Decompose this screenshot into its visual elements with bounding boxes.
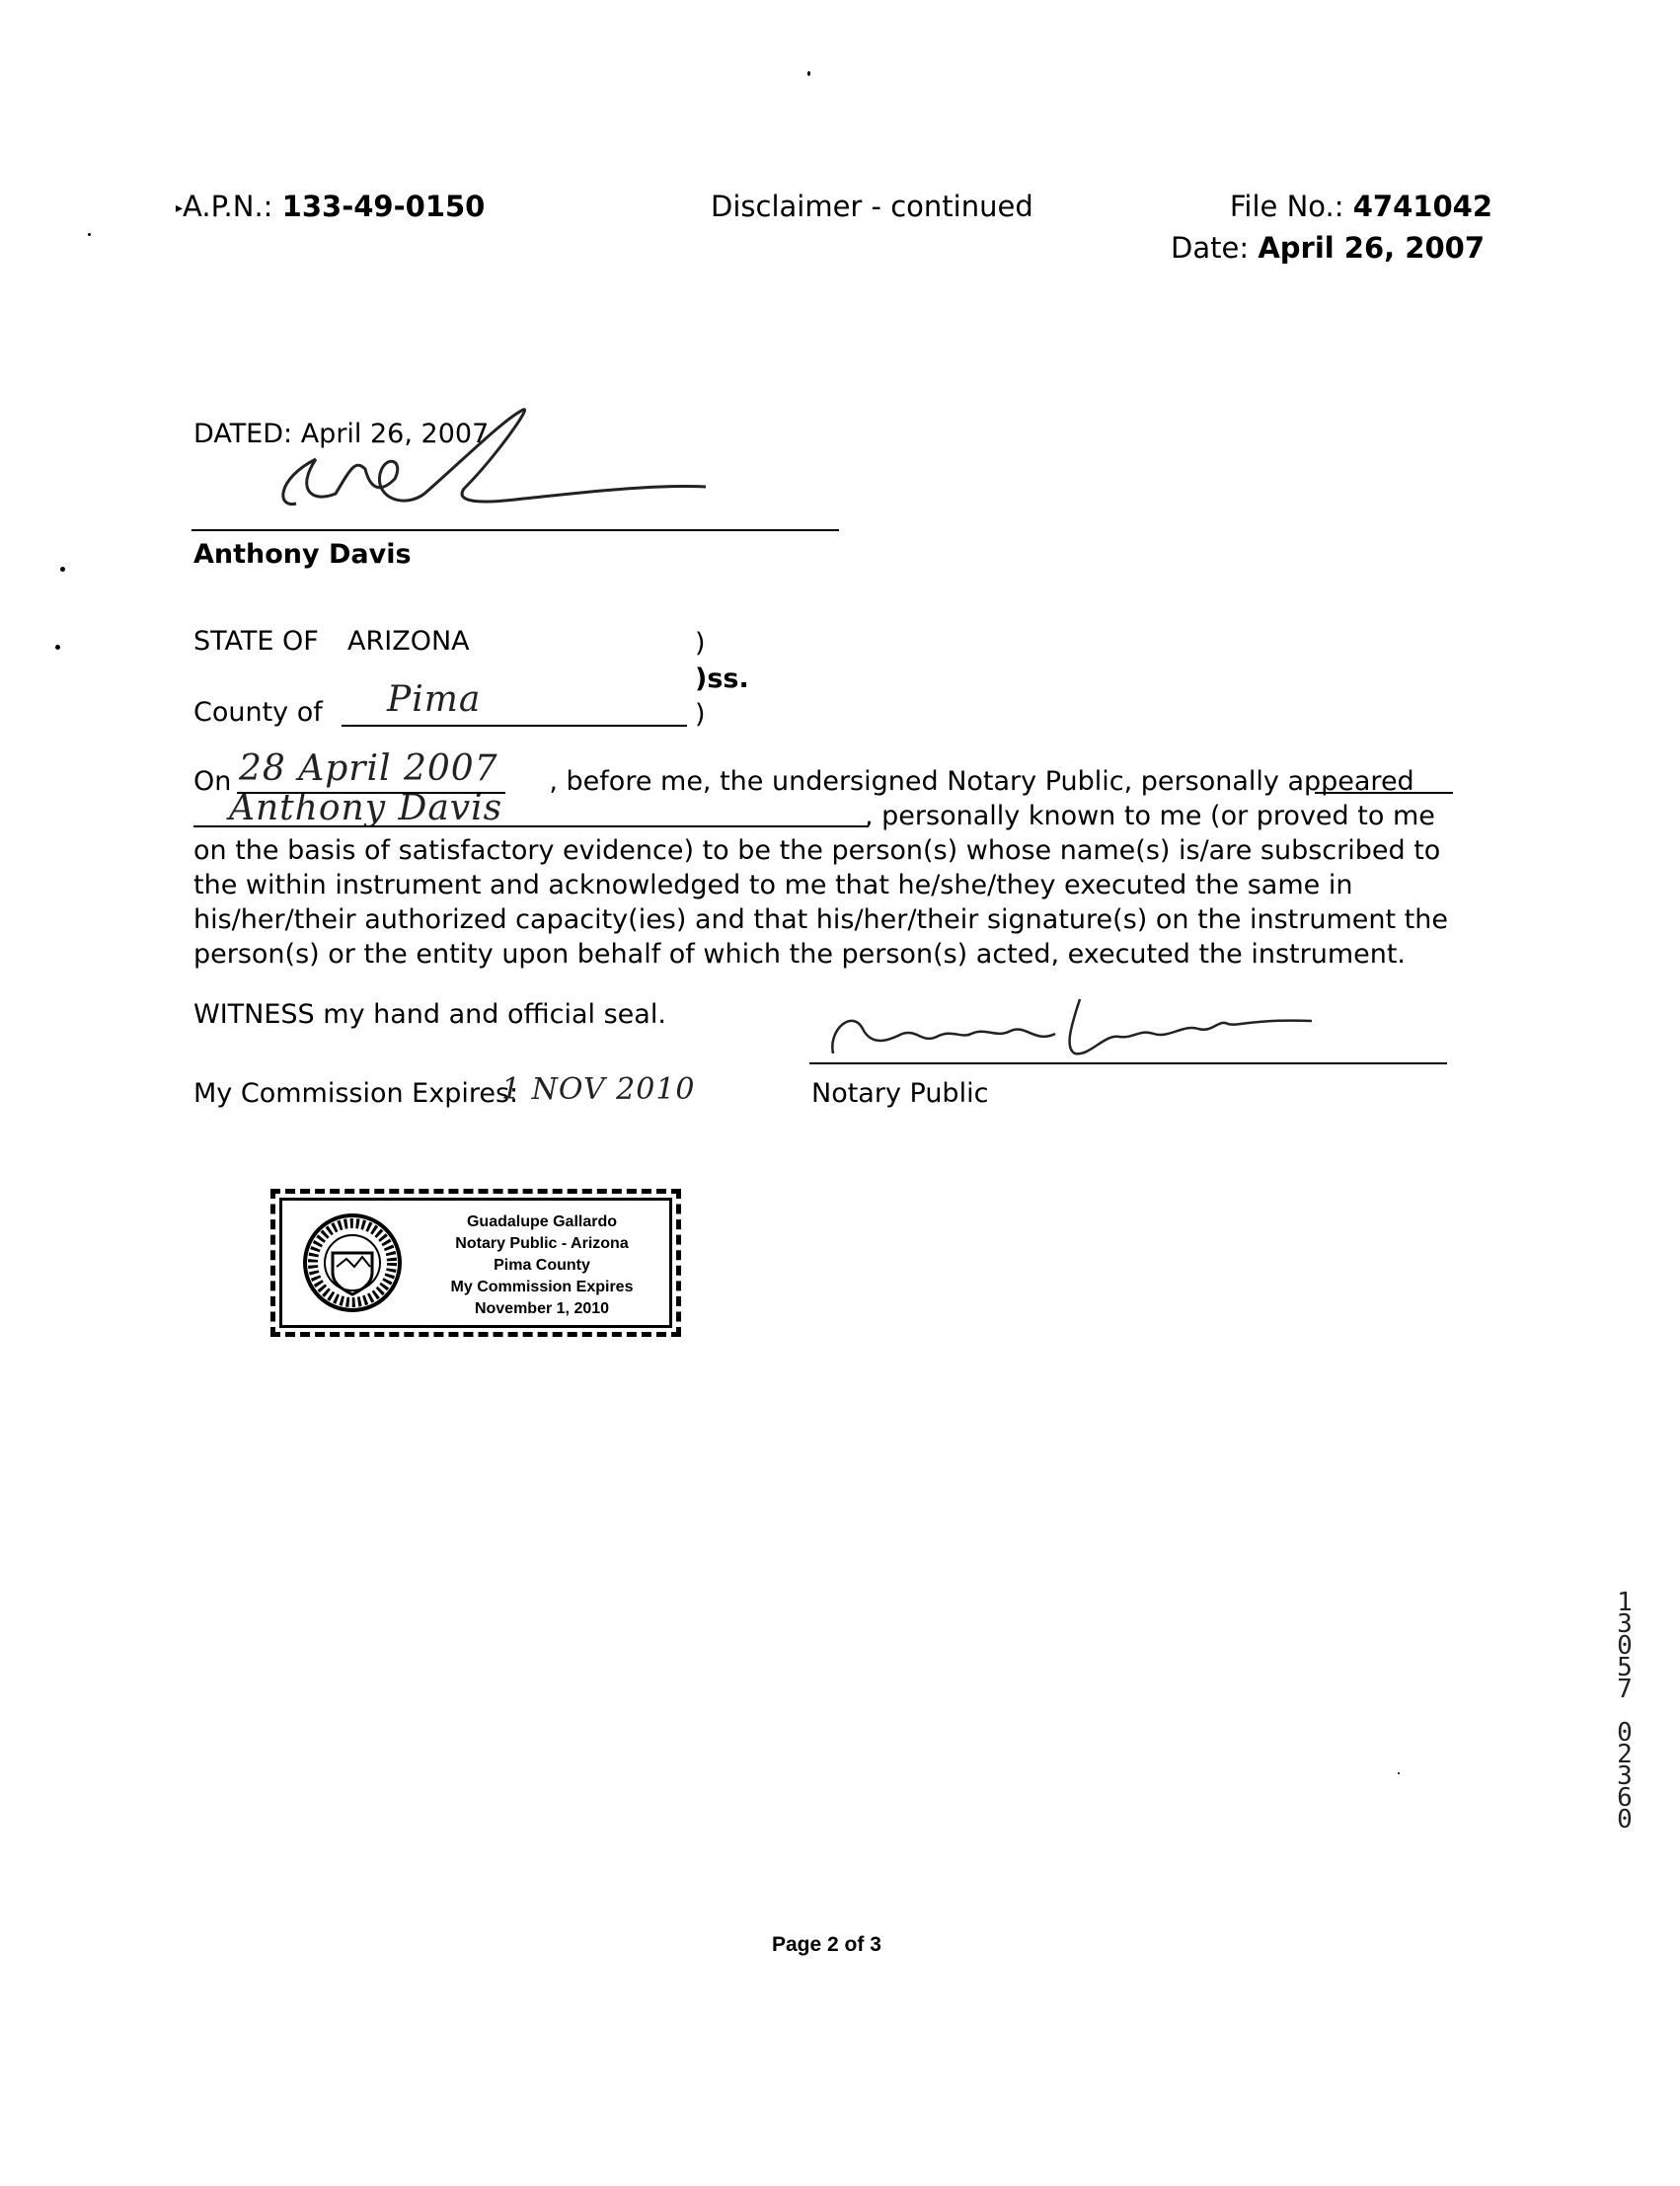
notary-stamp — [270, 1189, 681, 1337]
stamp-line-3: Pima County — [494, 1257, 590, 1274]
acknowledgment-paragraph — [193, 764, 1477, 972]
file-value: 4741042 — [1352, 190, 1492, 223]
signature-line — [191, 529, 839, 531]
recording-digit: 0 — [1617, 1631, 1633, 1661]
ack-date-handwritten: 28 April 2007 — [239, 748, 498, 789]
recording-number-digits — [1613, 1588, 1637, 1835]
witness-text: WITNESS my hand and official seal. — [193, 999, 666, 1030]
file-number — [1230, 190, 1492, 223]
commission-label: My Commission Expires: — [193, 1078, 519, 1109]
county-handwritten: Pima — [387, 679, 482, 720]
file-label: File No.: — [1229, 190, 1344, 223]
dated-line: DATED: April 26, 2007 — [193, 419, 490, 449]
header-date — [1171, 231, 1485, 265]
signer-name: Anthony Davis — [193, 539, 412, 570]
page-title: Disclaimer - continued — [711, 190, 1033, 223]
ack-text-2: , personally known to me (or proved to me on the basis of satisfactory evidence) to be the person(s) whose name(s) is/are subscribed to the within instrument and acknowledged to me that he/she/they executed the same in his/her/their authorized capacity(ies) and that his/her/their signature(s) on the instrument the person(s) or the entity upon behalf of which the person(s) acted, executed the instrument. — [193, 801, 1448, 970]
recording-digit: 2 — [1617, 1740, 1633, 1769]
recording-digit: 6 — [1617, 1783, 1633, 1813]
date-label: Date: — [1171, 231, 1250, 265]
notary-label: Notary Public — [811, 1078, 989, 1109]
apn-value: 133-49-0150 — [281, 190, 486, 223]
stamp-line-1: Guadalupe Gallardo — [466, 1213, 618, 1230]
stamp-line-2: Notary Public - Arizona — [455, 1235, 629, 1252]
commission-handwritten: 1 NOV 2010 — [501, 1072, 696, 1107]
notary-signature — [823, 989, 1317, 1068]
recording-digit: 0 — [1617, 1805, 1633, 1835]
stamp-line-5: November 1, 2010 — [474, 1300, 610, 1317]
recording-digit: 5 — [1617, 1653, 1633, 1682]
scan-speck — [88, 233, 91, 236]
county-line — [342, 725, 687, 727]
venue-ss: )ss. — [695, 664, 749, 694]
bullet-mark: ▸ — [176, 200, 184, 216]
state-value: ARIZONA — [347, 626, 470, 657]
scan-speck — [60, 567, 65, 572]
apn — [176, 190, 485, 223]
ack-text-1: , before me, the undersigned Notary Public, personally appeared — [549, 766, 1414, 797]
scan-speck — [55, 645, 60, 650]
notary-signature-line — [809, 1062, 1447, 1064]
recording-digit: 1 — [1617, 1588, 1633, 1617]
scan-speck — [1398, 1772, 1400, 1774]
ack-on: On — [193, 766, 232, 797]
ack-name-handwritten: Anthony Davis — [229, 788, 503, 828]
page-number: Page 2 of 3 — [772, 1933, 881, 1956]
date-value: April 26, 2007 — [1258, 231, 1485, 265]
venue-paren-top: ) — [695, 628, 706, 659]
recording-digit: 3 — [1617, 1609, 1633, 1639]
recording-digit: 7 — [1617, 1675, 1633, 1704]
stamp-line-4: My Commission Expires — [450, 1279, 634, 1295]
state-label: STATE OF — [193, 626, 319, 657]
recording-digit: 0 — [1617, 1718, 1633, 1748]
scan-speck — [807, 71, 810, 76]
recording-number — [1613, 1588, 1637, 1835]
county-label: County of — [193, 697, 323, 728]
apn-label: A.P.N.: — [183, 190, 273, 223]
stamp-text — [414, 1211, 670, 1320]
arizona-seal-icon — [301, 1211, 404, 1314]
signer-signature — [257, 400, 711, 528]
venue-paren-bottom: ) — [695, 699, 706, 730]
recording-digit: 3 — [1617, 1761, 1633, 1791]
